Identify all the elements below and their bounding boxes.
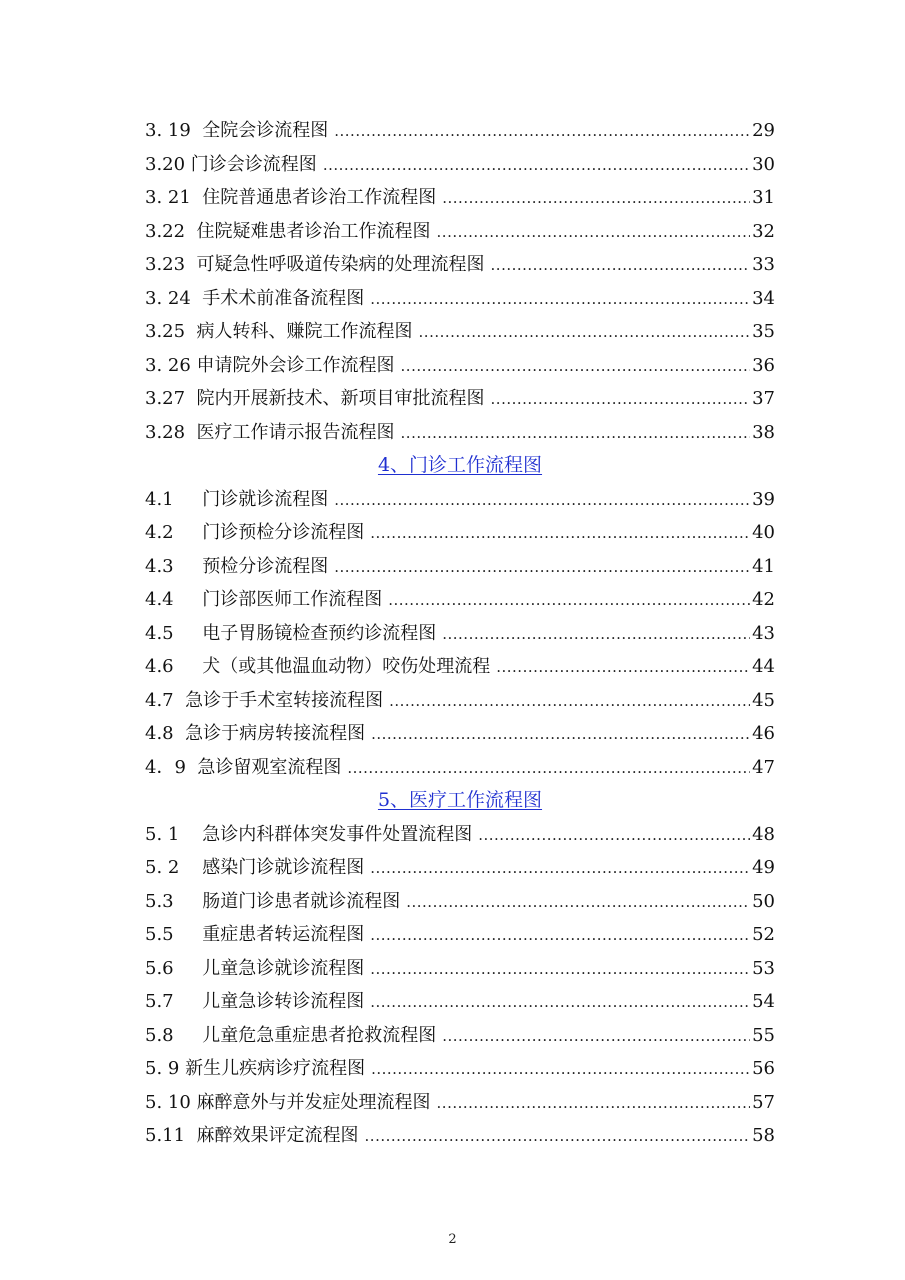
toc-entry-page: 56 (752, 1058, 775, 1079)
toc-entry-page: 37 (752, 388, 775, 409)
toc-entry[interactable] (145, 215, 775, 249)
toc-entry-page: 53 (752, 957, 775, 979)
toc-leader-dots (401, 417, 751, 451)
page-number: 2 (448, 1232, 457, 1247)
toc-entry-title: 3.23 可疑急性呼吸道传染病的处理流程图 (145, 254, 485, 275)
toc-entry[interactable] (145, 985, 775, 1019)
toc-entry-title: 5. 2 感染门诊就诊流程图 (145, 857, 365, 878)
toc-entry-title: 5.7 儿童急诊转诊流程图 (145, 991, 365, 1012)
toc-leader-dots (370, 986, 750, 1020)
toc-leader-dots (491, 249, 751, 283)
toc-entry[interactable] (145, 717, 775, 751)
toc-entry-title: 4.4 门诊部医师工作流程图 (145, 589, 383, 610)
toc-leader-dots (370, 953, 750, 987)
toc-entry[interactable] (145, 114, 775, 148)
toc-leader-dots (389, 685, 750, 719)
toc-entry-page: 36 (752, 354, 775, 376)
toc-leader-dots (370, 283, 750, 317)
toc-entry-page: 49 (752, 857, 775, 878)
toc-entry[interactable] (145, 1052, 775, 1086)
toc-entry-page: 31 (752, 187, 775, 208)
toc-entry-title: 5.5 重症患者转运流程图 (145, 924, 365, 945)
table-of-contents (145, 114, 775, 1153)
toc-section-heading[interactable]: 5、医疗工作流程图 (377, 789, 543, 811)
toc-entry[interactable] (145, 148, 775, 182)
toc-leader-dots (406, 886, 750, 920)
toc-entry-title: 4.1 门诊就诊流程图 (145, 488, 329, 510)
toc-leader-dots (478, 819, 750, 853)
toc-entry-title: 4.8 急诊于病房转接流程图 (145, 723, 366, 744)
toc-entry-page: 32 (752, 220, 775, 242)
toc-entry[interactable] (145, 885, 775, 919)
toc-entry-title: 5.11 麻醉效果评定流程图 (145, 1125, 359, 1146)
toc-entry-title: 5. 1 急诊内科群体突发事件处置流程图 (145, 823, 473, 845)
toc-entry-page: 48 (752, 823, 775, 845)
toc-entry-title: 4.6 犬（或其他温血动物）咬伤处理流程 (145, 656, 491, 677)
toc-entry-page: 33 (752, 254, 775, 275)
toc-entry-page: 45 (752, 689, 775, 711)
toc-entry[interactable] (145, 650, 775, 684)
toc-entry[interactable] (145, 918, 775, 952)
toc-leader-dots (442, 618, 750, 652)
toc-entry[interactable] (145, 851, 775, 885)
toc-entry[interactable] (145, 684, 775, 718)
toc-entry-title: 3.20 门诊会诊流程图 (145, 153, 317, 175)
toc-entry-page: 54 (752, 991, 775, 1012)
toc-leader-dots (323, 149, 750, 183)
toc-entry-title: 4.5 电子胃肠镜检查预约诊流程图 (145, 622, 437, 644)
toc-leader-dots (371, 1053, 750, 1087)
toc-leader-dots (437, 1087, 751, 1121)
toc-leader-dots (401, 350, 751, 384)
toc-entry[interactable] (145, 818, 775, 852)
toc-entry-title: 5. 10 麻醉意外与并发症处理流程图 (145, 1091, 431, 1113)
toc-entry-title: 4．9 急诊留观室流程图 (145, 756, 342, 778)
toc-entry[interactable] (145, 416, 775, 450)
toc-entry[interactable] (145, 1119, 775, 1153)
toc-entry-page: 29 (752, 120, 775, 141)
toc-entry-title: 4.2 门诊预检分诊流程图 (145, 522, 365, 543)
toc-leader-dots (442, 182, 750, 216)
toc-entry[interactable] (145, 1019, 775, 1053)
toc-entry[interactable] (145, 315, 775, 349)
toc-entry-title: 4.7 急诊于手术室转接流程图 (145, 689, 384, 711)
toc-entry-title: 3.22 住院疑难患者诊治工作流程图 (145, 220, 431, 242)
toc-leader-dots (388, 584, 750, 618)
toc-entry[interactable] (145, 550, 775, 584)
toc-entry[interactable] (145, 617, 775, 651)
toc-entry-page: 40 (752, 522, 775, 543)
toc-entry-page: 57 (752, 1091, 775, 1113)
toc-leader-dots (334, 551, 750, 585)
toc-leader-dots (370, 517, 750, 551)
toc-leader-dots (334, 484, 750, 518)
toc-entry-title: 3.25 病人转科、赚院工作流程图 (145, 321, 413, 342)
toc-leader-dots (371, 718, 750, 752)
toc-entry[interactable] (145, 516, 775, 550)
toc-entry-title: 4.3 预检分诊流程图 (145, 555, 329, 577)
toc-entry-title: 3. 26 申请院外会诊工作流程图 (145, 354, 395, 376)
toc-entry-page: 44 (752, 656, 775, 677)
toc-entry-page: 46 (752, 723, 775, 744)
toc-entry-title: 5.3 肠道门诊患者就诊流程图 (145, 890, 401, 912)
toc-entry-page: 47 (752, 756, 775, 778)
toc-entry-page: 55 (752, 1024, 775, 1046)
toc-leader-dots (496, 651, 750, 685)
toc-entry[interactable] (145, 382, 775, 416)
toc-leader-dots (442, 1020, 750, 1054)
toc-entry-title: 3. 21 住院普通患者诊治工作流程图 (145, 187, 437, 208)
toc-entry-page: 38 (752, 421, 775, 443)
toc-entry-page: 58 (752, 1125, 775, 1146)
toc-entry-title: 3. 19 全院会诊流程图 (145, 120, 329, 141)
toc-entry[interactable] (145, 181, 775, 215)
toc-entry[interactable] (145, 952, 775, 986)
toc-entry-title: 5.6 儿童急诊就诊流程图 (145, 957, 365, 979)
toc-entry-title: 3.27 院内开展新技术、新项目审批流程图 (145, 388, 485, 409)
toc-entry[interactable] (145, 751, 775, 785)
toc-entry-page: 41 (752, 555, 775, 577)
toc-leader-dots (347, 752, 750, 786)
toc-entry[interactable] (145, 483, 775, 517)
toc-entry-page: 30 (752, 153, 775, 175)
toc-leader-dots (365, 1120, 751, 1154)
toc-entry-page: 34 (752, 287, 775, 309)
toc-leader-dots (370, 919, 750, 953)
toc-entry[interactable] (145, 349, 775, 383)
toc-entry-page: 50 (752, 890, 775, 912)
toc-entry-title: 3. 24 手术术前准备流程图 (145, 287, 365, 309)
toc-leader-dots (419, 316, 751, 350)
toc-entry-page: 39 (752, 488, 775, 510)
toc-leader-dots (491, 383, 751, 417)
toc-section-heading[interactable]: 4、门诊工作流程图 (377, 454, 543, 476)
toc-entry-title: 5. 9 新生儿疾病诊疗流程图 (145, 1058, 366, 1079)
toc-entry[interactable] (145, 248, 775, 282)
toc-entry-title: 3.28 医疗工作请示报告流程图 (145, 421, 395, 443)
toc-entry[interactable] (145, 282, 775, 316)
toc-entry-title: 5.8 儿童危急重症患者抢救流程图 (145, 1024, 437, 1046)
toc-leader-dots (334, 115, 750, 149)
toc-entry[interactable] (145, 1086, 775, 1120)
toc-entry-page: 52 (752, 924, 775, 945)
toc-leader-dots (370, 852, 750, 886)
toc-entry[interactable] (145, 583, 775, 617)
toc-leader-dots (437, 216, 751, 250)
toc-entry-page: 42 (752, 589, 775, 610)
toc-entry-page: 43 (752, 622, 775, 644)
toc-entry-page: 35 (752, 321, 775, 342)
